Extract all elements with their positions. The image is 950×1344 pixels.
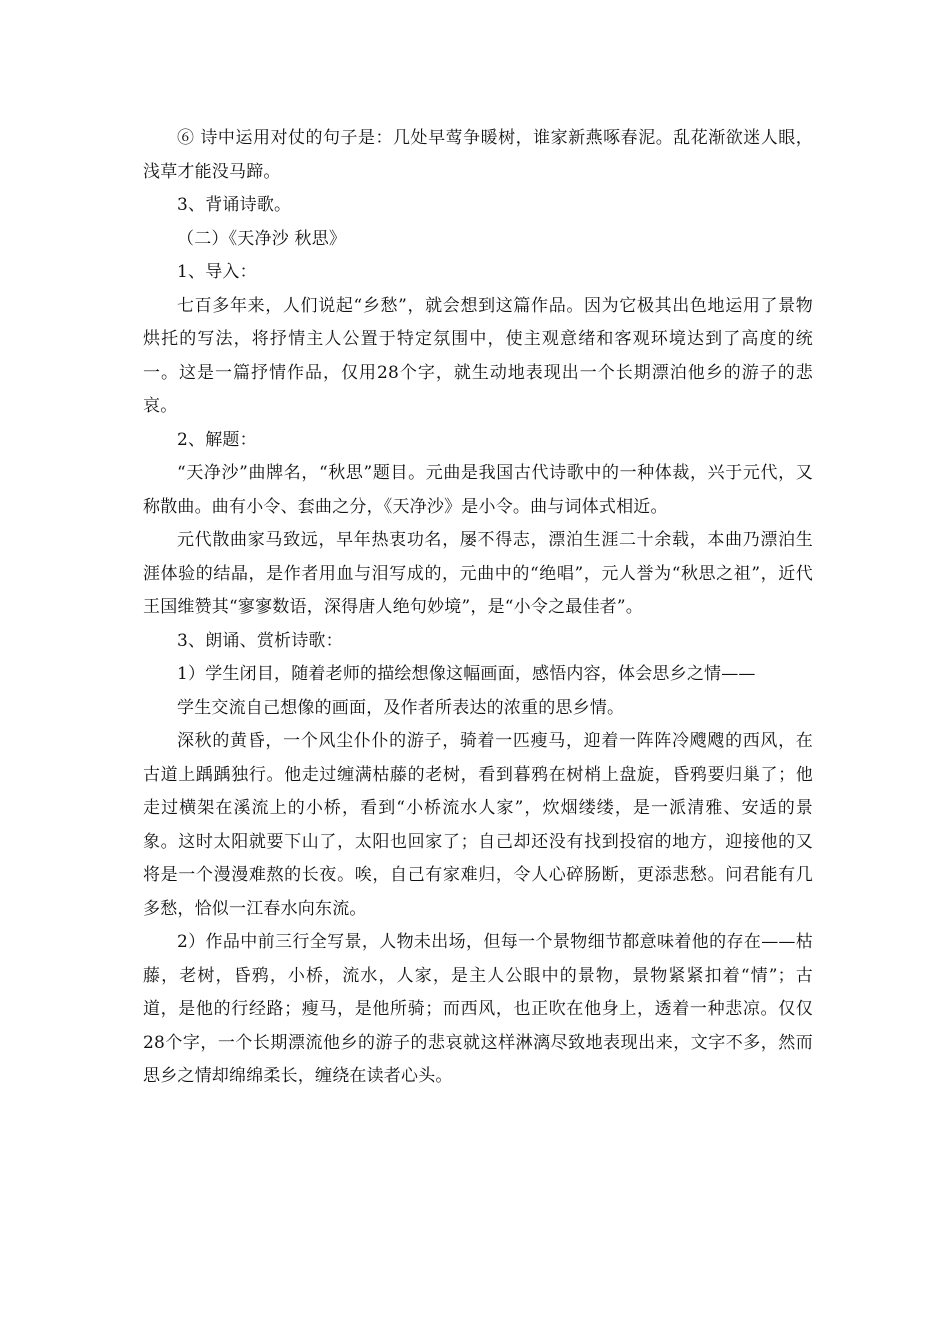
- document-body: [143, 122, 813, 1094]
- paragraph-antithesis-lines: ⑥ 诗中运用对仗的句子是：几处早莺争暖树，谁家新燕啄春泥。乱花渐欲迷人眼，浅草才能没马蹄。: [143, 128, 813, 182]
- subheading-recite-appreciate: 3、朗诵、赏析诗歌：: [177, 630, 343, 651]
- paragraph-recite-poem: 3、背诵诗歌。: [177, 195, 292, 215]
- subheading-title-explanation: 2、解题：: [177, 429, 257, 450]
- paragraph-author-background: 元代散曲家马致远，早年热衷功名，屡不得志，漂泊生涯二十余载，本曲乃漂泊生涯体验的结晶，是作者用血与泪写成的，元曲中的“绝唱”，元人誉为“秋思之祖”，近代王国维赞其“寥寥数语，深得唐人绝句妙境”，是“小令之最佳者”。: [143, 530, 813, 617]
- paragraph-qupai-explanation: “天净沙”曲牌名，“秋思”题目。元曲是我国古代诗歌中的一种体裁，兴于元代，又称散曲。曲有小令、套曲之分，《天净沙》是小令。曲与词体式相近。: [143, 463, 813, 517]
- paragraph-analysis: 2）作品中前三行全写景，人物未出场，但每一个景物细节都意味着他的存在——枯藤，老树，昏鸦，小桥，流水，人家，是主人公眼中的景物，景物紧紧扣着“情”；古道，是他的行经路；瘦马，是他所骑；而西风，也正吹在他身上，透着一种悲凉。仅仅28个字，一个长期漂流他乡的游子的悲哀就这样淋漓尽致地表现出来，文字不多，然而思乡之情却绵绵柔长，缠绕在读者心头。: [143, 932, 813, 1086]
- paragraph-scene-description: 深秋的黄昏，一个风尘仆仆的游子，骑着一匹瘦马，迎着一阵阵冷飕飕的西风，在古道上踽踽独行。他走过缠满枯藤的老树，看到暮鸦在树梢上盘旋，昏鸦要归巢了；他走过横架在溪流上的小桥，看到“小桥流水人家”，炊烟缕缕，是一派清雅、安适的景象。这时太阳就要下山了，太阳也回家了；自己却还没有找到投宿的地方，迎接他的又将是一个漫漫难熬的长夜。唉，自己有家难归，令人心碎肠断，更添悲愁。问君能有几多愁，恰似一江春水向东流。: [143, 731, 813, 919]
- paragraph-introduction: 七百多年来，人们说起“乡愁”，就会想到这篇作品。因为它极其出色地运用了景物烘托的写法，将抒情主人公置于特定氛围中，使主观意绪和客观环境达到了高度的统一。这是一篇抒情作品，仅用28个字，就生动地表现出一个长期漂泊他乡的游子的悲哀。: [143, 295, 813, 416]
- paragraph-step-imagine: 1）学生闭目，随着老师的描绘想像这幅画面，感悟内容，体会思乡之情——: [177, 664, 756, 684]
- paragraph-student-exchange: 学生交流自己想像的画面，及作者所表达的浓重的思乡情。: [177, 697, 625, 718]
- section-heading-tianjingsha: （二）《天净沙 秋思》: [177, 228, 347, 249]
- subheading-introduction: 1、导入：: [177, 262, 257, 282]
